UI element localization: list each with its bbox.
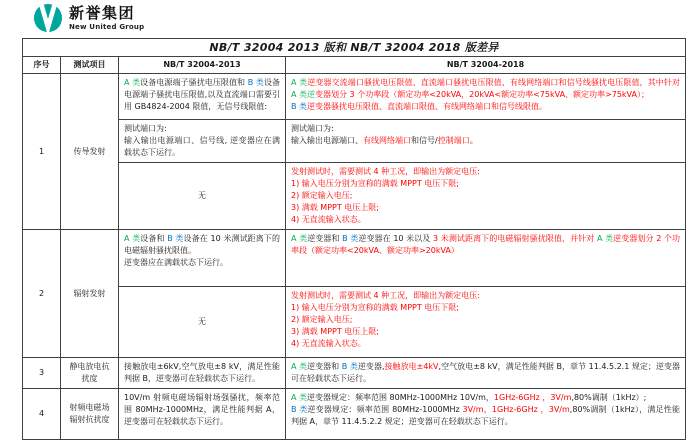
row-2-test-item-label: 辐射发射 [73, 288, 106, 298]
brand-header [33, 3, 144, 33]
row-3-subrows [119, 358, 685, 388]
brand-name-en: New United Group [69, 23, 145, 31]
row-1-2018-limits-cell: A 类逆变器交流端口骚扰电压限值、直流端口骚扰电压限值、有线网络端口和信号线骚扰电压限值，其中针对 A 类逆变器划分 3 个功率段（额定功率<20kVA，20kVA<额定功率<75kVA、额定功率>75kVA）； B 类逆变器骚扰电压限值、直流端口限值、有线网络端口和信号线限值。 [291, 78, 681, 111]
row-4-test-item [61, 389, 119, 439]
row-1-subrow-ports [119, 120, 685, 163]
new-united-group-logo-icon [33, 3, 63, 33]
row-3-test-item-label: 静电放电抗扰度 [69, 362, 110, 383]
row-4-test-item-label: 射频电磁场辐射抗扰度 [69, 403, 110, 424]
row-1-subrow-limits [119, 74, 685, 120]
brand-name-cn: 新誉集团 [69, 4, 136, 22]
row-1-2013-ports-cell: 测试端口为: 输入输出电源端口、信号线, 逆变器应在满载状态下运行。 [119, 120, 286, 162]
table-header-row [23, 57, 685, 74]
row-3-test-item [61, 358, 119, 388]
row-2-subrow-limits [119, 230, 685, 287]
row-4-subrows [119, 389, 685, 439]
row-1-test-item [61, 74, 119, 229]
row-2-test-item [61, 230, 119, 357]
table-row [23, 358, 685, 389]
col-header-index: 序号 [23, 57, 61, 73]
table-row [23, 389, 685, 439]
row-4-2018-cell: A 类逆变器规定：频率范围 80MHz-1000MHz 10V/m，1GHz-6GHz ，3V/m,80%调制（1kHz）; B 类逆变器规定：频率范围 80MHz-1000MHz 3V/m，1GHz-6GHz ，3V/m,80%调制（1kHz），满足性能判据 A，章节 11.4.5.2.2 规定；逆变器可在轻载状态下运行。 [291, 393, 680, 426]
row-1-subrow-conditions [119, 163, 685, 229]
col-header-2013: NB/T 32004-2013 [119, 57, 286, 73]
row-3-index: 3 [23, 358, 61, 388]
row-4-2013-cell: 10V/m 射频电磁场辐射场强骚扰，频率范围 80MHz-1000MHz，满足性能判据 A，逆变器可在轻载状态下运行。 [119, 389, 286, 439]
brand-text [69, 3, 144, 31]
row-3-2013-cell: 接触放电±6kV,空气放电±8 kV，满足性能判据 B，逆变器可在轻载状态下运行。 [119, 358, 286, 388]
row-1-2013-none-cell: 无 [119, 163, 286, 229]
row-1-2018-conditions-cell: 发射测试时，需要测试 4 种工况，即输出为额定电压: 1) 输入电压分别为宣称的满载 MPPT 电压下限; 2) 额定输入电压; 3) 满载 MPPT 电压上限; 4) 无直流输入状态。 [291, 167, 480, 224]
row-1-index: 1 [23, 74, 61, 229]
row-2-2013-none-cell: 无 [119, 287, 286, 357]
row-1-2018-ports-cell: 测试端口为: 输入输出电源端口、有线网络端口和信号/控制端口。 [291, 124, 478, 145]
row-3-2018-cell: A 类逆变器和 B 类逆变器,接触放电±4kV,空气放电±8 kV，满足性能判据 B，章节 11.4.5.2.1 规定；逆变器可在轻载状态下运行。 [291, 362, 681, 383]
row-1-2013-limits-cell: A 类设备电源端子骚扰电压限值和 B 类设备电源端子骚扰电压限值,以及直流端口需要引用 GB4824-2004 限值，无信号线限值: [119, 74, 286, 119]
row-3-subrow [119, 358, 685, 388]
standard-comparison-table [22, 38, 686, 440]
row-4-subrow [119, 389, 685, 439]
table-row [23, 230, 685, 358]
row-2-2013-limits-cell: A 类设备和 B 类设备在 10 米测试距离下的电磁辐射骚扰限值。 逆变器应在满载状态下运行。 [119, 230, 286, 286]
row-2-subrow-conditions [119, 287, 685, 357]
row-1-subrows [119, 74, 685, 229]
table-row [23, 74, 685, 230]
row-1-test-item-label: 传导发射 [73, 146, 106, 156]
row-2-subrows [119, 230, 685, 357]
row-2-index: 2 [23, 230, 61, 357]
row-2-2018-limits-cell: A 类逆变器和 B 类逆变器在 10 米以及 3 米测试距离下的电磁辐射骚扰限值，并针对 A 类逆变器划分 2 个功率段（额定功率<20kVA、额定功率>20kVA） [291, 234, 681, 255]
row-2-2018-conditions-cell: 发射测试时，需要测试 4 种工况，即输出为额定电压: 1) 输入电压分别为宣称的满载 MPPT 电压下限; 2) 额定输入电压; 3) 满载 MPPT 电压上限; 4) 无直流输入状态。 [291, 291, 480, 348]
row-4-index: 4 [23, 389, 61, 439]
table-title: NB/T 32004 2013 版和 NB/T 32004 2018 版差异 [23, 39, 685, 57]
col-header-2018: NB/T 32004-2018 [446, 60, 525, 69]
col-header-test-item: 测试项目 [61, 57, 119, 73]
